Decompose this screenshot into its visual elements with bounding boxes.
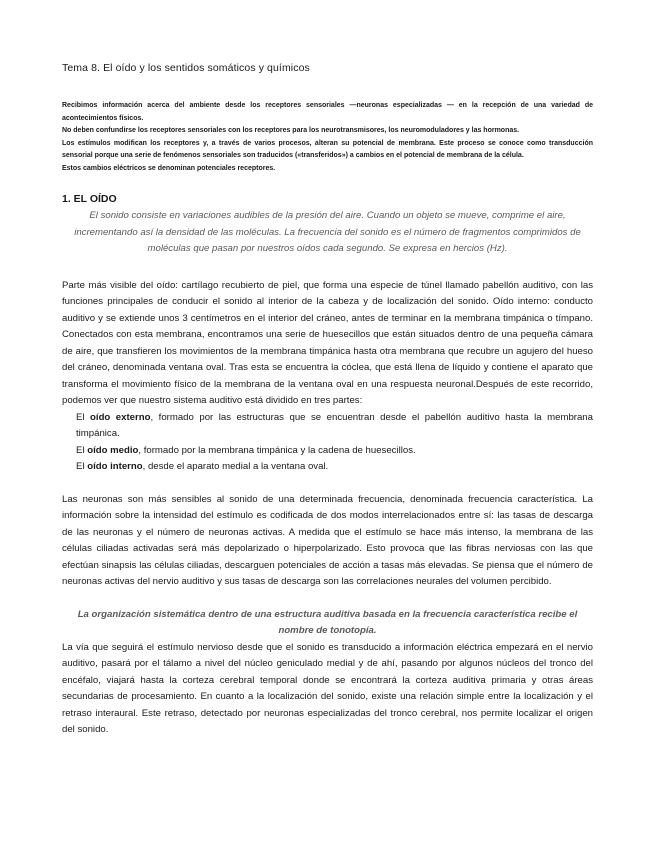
- ear-part-term: oído medio: [87, 444, 139, 456]
- ear-parts-list: [62, 410, 593, 476]
- ear-part-item: El oído medio, formado por la membrana timpánica y la cadena de huesecillos.: [76, 444, 416, 456]
- body-paragraph: Parte más visible del oído: cartílago recubierto de piel, que forma una especie de túnel llamado pabellón auditivo, con las funciones principales de conducir el sonido al interior de la cabeza y de localización del sonido. Oído interno: conducto auditivo y se extiende unos 3 centímetros en el interior del cráneo, antes de terminar en la membrana timpánica o tímpano. Conectados con esta membrana, encontramos una serie de huesecillos que están situados dentro de una pequeña cámara de aire, que transfieren los movimientos de la membrana timpánica hasta otra membrana que recubre un agujero del hueso del cráneo, denominada ventana oval. Tras esta se encuentra la cóclea, que está llena de líquido y contiene el aparato que transforma el movimiento físico de la membrana de la ventana oval en una respuesta neuronal.Después de este recorrido, podemos ver que nuestro sistema auditivo está dividido en tres partes:: [62, 279, 593, 406]
- ear-part-item: El oído externo, formado por las estructuras que se encuentran desde el pabellón auditivo hasta la membrana timpánica.: [76, 411, 593, 439]
- spacer: [62, 476, 593, 492]
- intro-block: [62, 100, 593, 175]
- ear-part-item: El oído interno, desde el aparato medial a la ventana oval.: [76, 461, 329, 472]
- body-paragraph: Las neuronas son más sensibles al sonido de una determinada frecuencia, denominada frecuencia característica. La información sobre la intensidad del estímulo es codificada de dos modos interrelacionados entre sí: las tasas de descarga de las neuronas y el número de neuronas activas. A medida que el estímulo se hace más intenso, la membrana de las células ciliadas activadas será más depolarizado o hiperpolarizado. Esto provoca que las fibras nerviosas con las que efectúan sinapsis las células ciliadas, descarguen potenciales de acción a tasas más elevadas. Se piensa que el número de neuronas activas del nervio auditivo y sus tasas de descarga son las correlaciones neurales del volumen percibido.: [62, 493, 593, 587]
- ear-part-term: oído externo: [90, 411, 151, 423]
- ear-part-term: oído interno: [87, 461, 143, 472]
- section-summary: El sonido consiste en variaciones audibles de la presión del aire. Cuando un objeto se mueve, comprime el aire, incrementando así la densidad de las moléculas. La frecuencia del sonido es el número de fragmentos comprimidos de moléculas que pasan por nuestros oídos cada segundo. Se expresa en hercios (Hz).: [74, 210, 581, 254]
- spacer: [62, 591, 593, 607]
- intro-paragraph: Estos cambios eléctricos se denominan potenciales receptores.: [62, 164, 276, 172]
- intro-paragraph: No deben confundirse los receptores sensoriales con los receptores para los neurotransmisores, los neuromoduladores y las hormonas.: [62, 127, 520, 134]
- tonotopy-subheading: La organización sistemática dentro de una estructura auditiva basada en la frecuencia característica recibe el nombre de tonotopía.: [77, 608, 578, 636]
- intro-paragraph: Recibimos información acerca del ambiente desde los receptores sensoriales —neuronas especializadas — en la recepción de una variedad de acontecimientos físicos.: [62, 102, 593, 122]
- body-paragraph: La vía que seguirá el estímulo nervioso desde que el sonido es transducido a información eléctrica empezará en el nervio auditivo, pasará por el tálamo a nivel del núcleo geniculado medial y de ahí, pasando por algunos núcleos del tronco del encéfalo, viajará hasta la corteza cerebral temporal donde se encontrará la corteza auditiva primaria y otras áreas secundarias de procesamiento. En cuanto a la localización del sonido, existe una relación simple entre la localización y el retraso interaural. Este retraso, detectado por neuronas especializadas del tronco cerebral, nos permite localizar el origen del sonido.: [62, 641, 593, 735]
- section-heading: 1. EL OÍDO: [62, 193, 117, 205]
- document-title: Tema 8. El oído y los sentidos somáticos y químicos: [62, 62, 310, 74]
- intro-paragraph: Los estímulos modifican los receptores y, a través de varios procesos, alteran su potencial de membrana. Este proceso se conoce como transducción sensorial porque una serie de fenómenos sensoriales son traducidos («transferidos») a cambios en el potencial de membrana de la célula.: [62, 139, 593, 159]
